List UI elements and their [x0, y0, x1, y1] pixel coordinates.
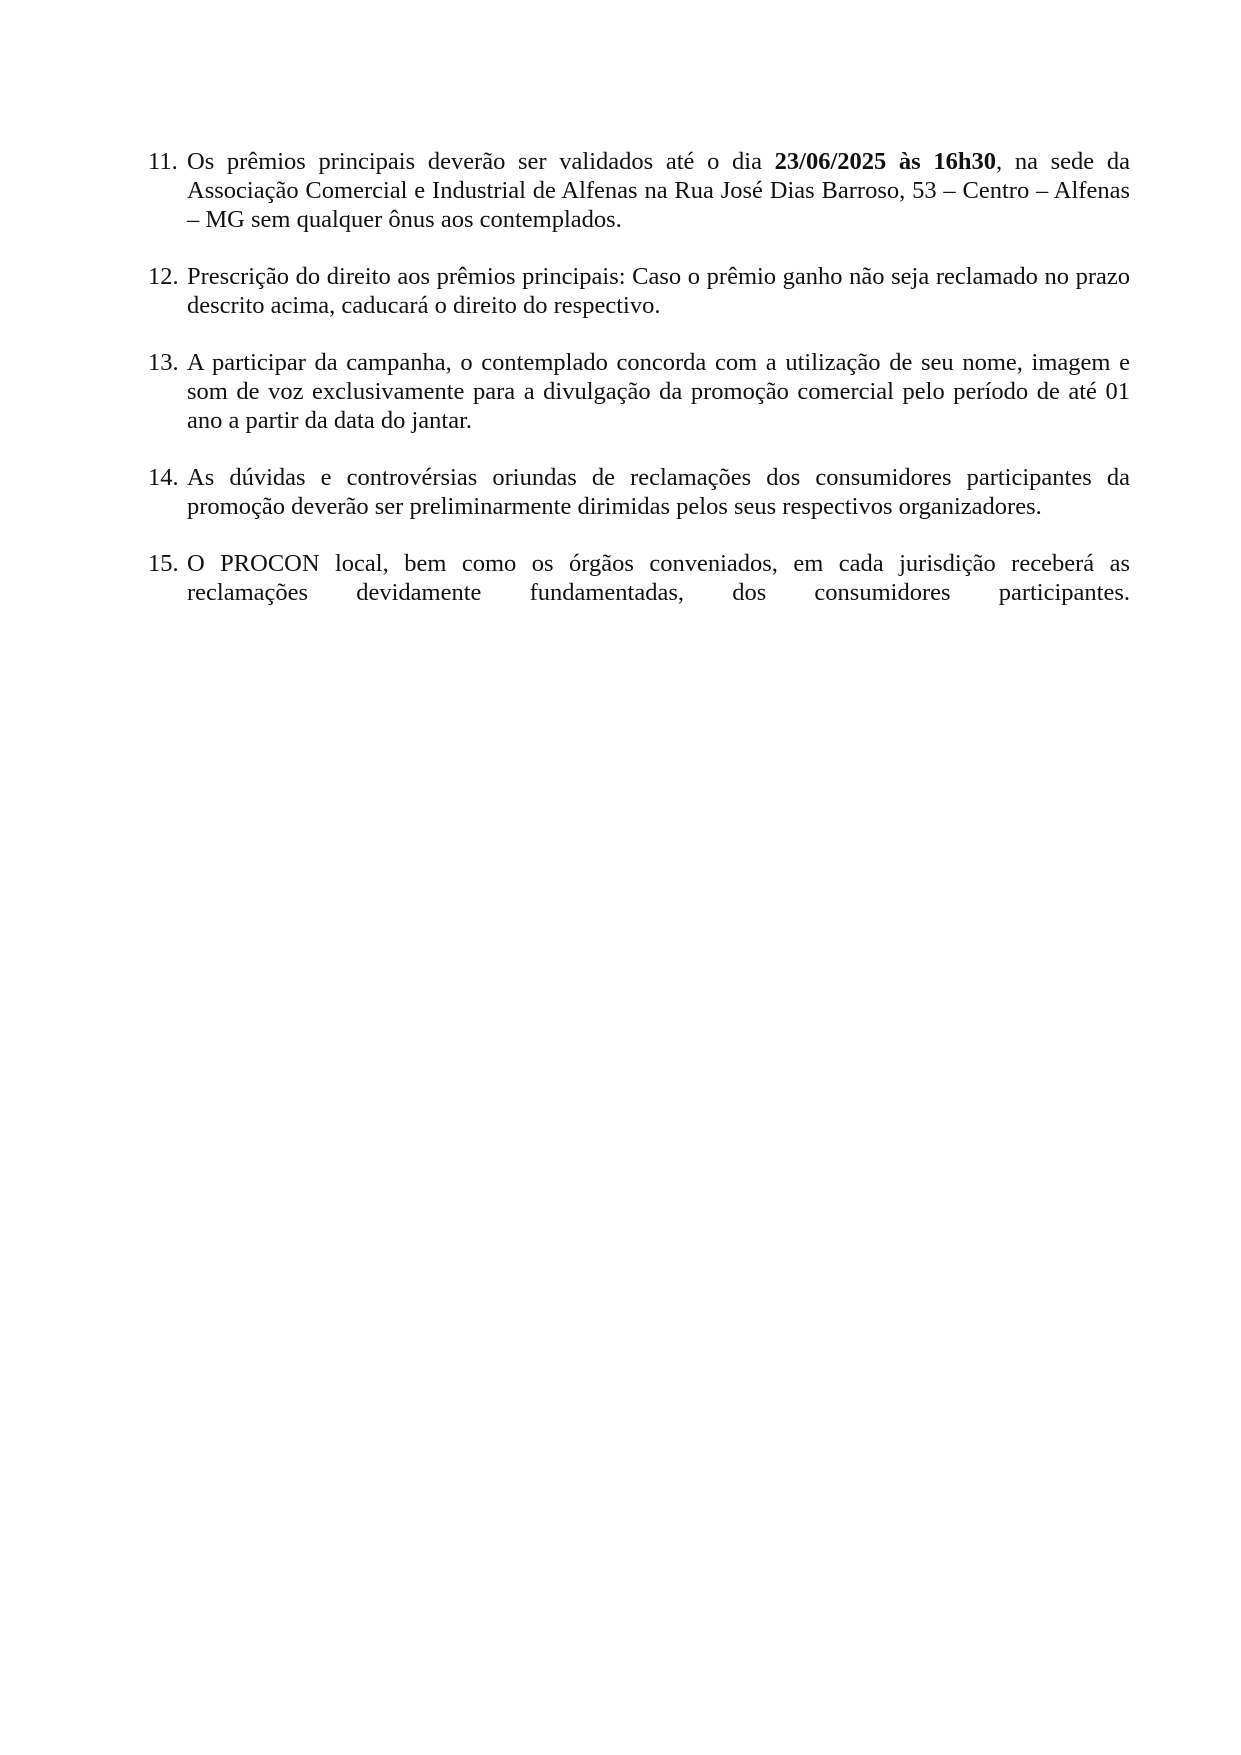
rule-item-13 — [148, 348, 1130, 435]
rule-item-11 — [148, 147, 1130, 234]
rule-item-15 — [148, 549, 1130, 607]
rule-text: As dúvidas e controvérsias oriundas de reclamações dos consumidores participantes da promoção deverão ser preliminarmente dirimidas pelos seus respectivos organizadores. — [187, 464, 1130, 520]
rule-number: 11. — [148, 148, 178, 175]
rule-text-segment: , na sede da Associação Comercial e Industrial de Alfenas na Rua José Dias Barroso, 53 – Centro – Alfenas – MG sem qualquer ônus aos contemplados. — [187, 148, 1130, 233]
validation-deadline: 23/06/2025 às 16h30 — [774, 148, 997, 175]
rule-number: 13. — [148, 349, 179, 376]
rule-text: A participar da campanha, o contemplado concorda com a utilização de seu nome, imagem e som de voz exclusivamente para a divulgação da promoção comercial pelo período de até 01 ano a partir da data do jantar. — [187, 349, 1130, 434]
rule-text — [187, 147, 1130, 234]
rule-item-12 — [148, 262, 1130, 320]
rule-number: 15. — [148, 550, 179, 577]
rule-text: Prescrição do direito aos prêmios principais: Caso o prêmio ganho não seja reclamado no prazo descrito acima, caducará o direito do respectivo. — [187, 263, 1130, 319]
rule-number: 14. — [148, 464, 179, 491]
rule-number: 12. — [148, 263, 179, 290]
rule-text: O PROCON local, bem como os órgãos conveniados, em cada jurisdição receberá as reclamações devidamente fundamentadas, dos consumidores participantes. — [187, 550, 1130, 606]
rules-list — [148, 147, 1130, 635]
rule-item-14 — [148, 463, 1130, 521]
rule-text-segment: Os prêmios principais deverão ser validados até o dia — [187, 148, 775, 175]
